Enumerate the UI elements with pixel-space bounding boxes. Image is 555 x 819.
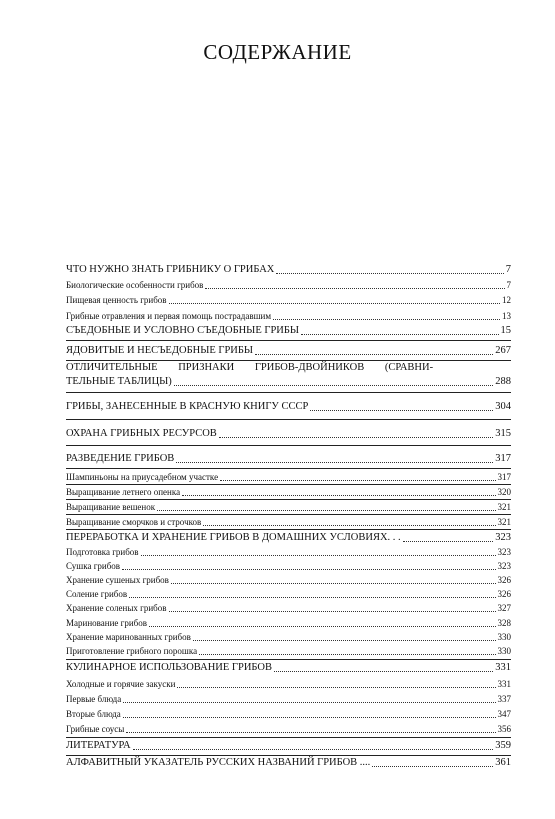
dot-leader: [169, 611, 496, 612]
dot-leader: [255, 354, 493, 355]
dot-leader: [129, 597, 495, 598]
section-divider: [66, 499, 511, 500]
toc-entry-page: 330: [497, 632, 511, 642]
section-divider: [66, 445, 511, 446]
toc-entry[interactable]: [66, 401, 511, 413]
toc-entry-label: КУЛИНАРНОЕ ИСПОЛЬЗОВАНИЕ ГРИБОВ: [66, 662, 272, 673]
toc-entry[interactable]: [66, 487, 511, 498]
toc-entry-page: 321: [497, 502, 511, 512]
dot-leader: [403, 541, 494, 542]
toc-entry-page: 361: [495, 757, 511, 768]
toc-entry-twoline[interactable]: [66, 361, 511, 389]
dot-leader: [174, 385, 493, 386]
section-divider: [66, 737, 511, 738]
dot-leader: [301, 334, 498, 335]
toc-entry[interactable]: [66, 694, 511, 705]
section-divider: [66, 340, 511, 341]
dot-leader: [171, 583, 496, 584]
toc-entry-label-line2: ТЕЛЬНЫЕ ТАБЛИЦЫ): [66, 376, 172, 387]
toc-entry-label: Хранение маринованных грибов: [66, 632, 191, 642]
toc-entry-page: 323: [495, 532, 511, 543]
toc-entry[interactable]: [66, 662, 511, 674]
toc-entry-page: 267: [495, 345, 511, 356]
toc-entry[interactable]: [66, 532, 511, 544]
section-divider: [66, 755, 511, 756]
dot-leader: [273, 319, 500, 320]
toc-entry[interactable]: [66, 740, 511, 752]
dot-leader: [123, 717, 496, 718]
toc-entry[interactable]: [66, 575, 511, 586]
toc-entry[interactable]: [66, 679, 511, 690]
toc-entry-page: 7: [505, 264, 511, 275]
dot-leader: [182, 495, 495, 496]
toc-entry-page: 320: [497, 487, 511, 497]
toc-entry-label: Выращивание летнего опенка: [66, 487, 181, 497]
dot-leader: [149, 626, 496, 627]
toc-entry-page: 328: [497, 618, 511, 628]
dot-leader: [177, 687, 495, 688]
section-divider: [66, 392, 511, 393]
toc-entry-page: 356: [497, 724, 511, 734]
toc-entry-label: Подготовка грибов: [66, 547, 139, 557]
toc-entry[interactable]: [66, 561, 511, 572]
toc-entry-page: 331: [495, 662, 511, 673]
toc-entry-label: Маринование грибов: [66, 618, 147, 628]
toc-entry[interactable]: [66, 618, 511, 629]
dot-leader: [122, 569, 495, 570]
dot-leader: [193, 640, 496, 641]
dot-leader: [274, 671, 493, 672]
toc-entry[interactable]: [66, 757, 511, 769]
toc-entry-label: ЧТО НУЖНО ЗНАТЬ ГРИБНИКУ О ГРИБАХ: [66, 264, 275, 275]
toc-entry-page: 288: [495, 376, 511, 387]
section-divider: [66, 419, 511, 420]
section-divider: [66, 529, 511, 530]
dot-leader: [372, 766, 493, 767]
dot-leader: [169, 303, 500, 304]
toc-entry-label: ПЕРЕРАБОТКА И ХРАНЕНИЕ ГРИБОВ В ДОМАШНИХ УСЛОВИЯХ. . .: [66, 532, 401, 543]
toc-entry-label: ГРИБЫ, ЗАНЕСЕННЫЕ В КРАСНУЮ КНИГУ СССР: [66, 401, 309, 412]
toc-entry-page: 315: [495, 428, 511, 439]
toc-entry-label: Хранение соленых грибов: [66, 603, 167, 613]
section-divider: [66, 468, 511, 469]
toc-entry[interactable]: [66, 453, 511, 465]
toc-entry-page: 330: [497, 646, 511, 656]
toc-entry[interactable]: [66, 632, 511, 643]
dot-leader: [199, 654, 495, 655]
toc-entry-page: 326: [497, 589, 511, 599]
toc-entry-page: 331: [497, 679, 511, 689]
dot-leader: [157, 510, 495, 511]
toc-entry-page: 7: [506, 280, 511, 290]
toc-entry-label: Грибные отравления и первая помощь пострадавшим: [66, 311, 272, 321]
toc-entry-page: 347: [497, 709, 511, 719]
toc-entry-page: 337: [497, 694, 511, 704]
dot-leader: [310, 410, 493, 411]
toc-entry-page: 321: [497, 517, 511, 527]
page-title: СОДЕРЖАНИЕ: [203, 40, 352, 64]
toc-entry[interactable]: [66, 517, 511, 528]
toc-entry[interactable]: [66, 646, 511, 657]
toc-entry-page: 327: [497, 603, 511, 613]
dot-leader: [176, 462, 493, 463]
toc-entry-label: РАЗВЕДЕНИЕ ГРИБОВ: [66, 453, 175, 464]
toc-entry-label: ОХРАНА ГРИБНЫХ РЕСУРСОВ: [66, 428, 217, 439]
toc-entry-page: 323: [497, 561, 511, 571]
toc-entry[interactable]: [66, 547, 511, 558]
toc-entry[interactable]: [66, 724, 511, 735]
toc-entry[interactable]: [66, 709, 511, 720]
toc-entry-page: 317: [495, 453, 511, 464]
section-divider: [66, 659, 511, 660]
section-divider: [66, 514, 511, 515]
toc-entry-label: ЯДОВИТЫЕ И НЕСЪЕДОБНЫЕ ГРИБЫ: [66, 345, 254, 356]
toc-entry[interactable]: [66, 325, 511, 337]
toc-entry-page: 317: [497, 472, 511, 482]
dot-leader: [126, 732, 495, 733]
toc-entry[interactable]: [66, 311, 511, 322]
toc-entry-label: Приготовление грибного порошка: [66, 646, 198, 656]
toc-entry[interactable]: [66, 295, 511, 306]
toc-entry-label: Биологические особенности грибов: [66, 280, 204, 290]
toc-entry[interactable]: [66, 603, 511, 614]
dot-leader: [205, 288, 504, 289]
toc-entry-label: Соление грибов: [66, 589, 128, 599]
toc-entry-label: Пищевая ценность грибов: [66, 295, 167, 305]
toc-entry-label: СЪЕДОБНЫЕ И УСЛОВНО СЪЕДОБНЫЕ ГРИБЫ: [66, 325, 300, 336]
toc-entry[interactable]: [66, 345, 511, 357]
toc-entry-label: Сушка грибов: [66, 561, 121, 571]
toc-entry[interactable]: [66, 589, 511, 600]
toc-entry-label-line1: ОТЛИЧИТЕЛЬНЫЕ ПРИЗНАКИ ГРИБОВ-ДВОЙНИКОВ (СРАВНИ-: [66, 362, 434, 373]
dot-leader: [203, 525, 495, 526]
toc-entry-page: 323: [497, 547, 511, 557]
toc-entry[interactable]: [66, 264, 511, 276]
dot-leader: [133, 749, 494, 750]
toc-entry[interactable]: [66, 472, 511, 483]
toc-entry-label: Первые блюда: [66, 694, 122, 704]
toc-entry-label: Шампиньоны на приусадебном участке: [66, 472, 219, 482]
dot-leader: [219, 437, 493, 438]
toc-entry-page: 15: [500, 325, 511, 336]
toc-entry-page: 304: [495, 401, 511, 412]
toc-entry-label: Выращивание вешенок: [66, 502, 156, 512]
toc-entry-page: 12: [502, 295, 511, 305]
dot-leader: [220, 480, 495, 481]
toc-entry-label: Грибные соусы: [66, 724, 125, 734]
toc-entry-page: 359: [495, 740, 511, 751]
toc-entry-label: АЛФАВИТНЫЙ УКАЗАТЕЛЬ РУССКИХ НАЗВАНИЙ ГРИБОВ ....: [66, 757, 371, 768]
dot-leader: [123, 702, 495, 703]
toc-entry[interactable]: [66, 428, 511, 440]
toc-entry-label: Выращивание сморчков и строчков: [66, 517, 202, 527]
toc-entry-page: 326: [497, 575, 511, 585]
toc-entry-label: Холодные и горячие закуски: [66, 679, 176, 689]
toc-entry[interactable]: [66, 280, 511, 291]
dot-leader: [276, 273, 503, 274]
dot-leader: [141, 555, 496, 556]
toc-entry-label: Хранение сушеных грибов: [66, 575, 169, 585]
toc-entry-label: ЛИТЕРАТУРА: [66, 740, 131, 751]
toc-entry[interactable]: [66, 502, 511, 513]
section-divider: [66, 484, 511, 485]
toc-entry-page: 13: [502, 311, 511, 321]
toc-entry-label: Вторые блюда: [66, 709, 121, 719]
